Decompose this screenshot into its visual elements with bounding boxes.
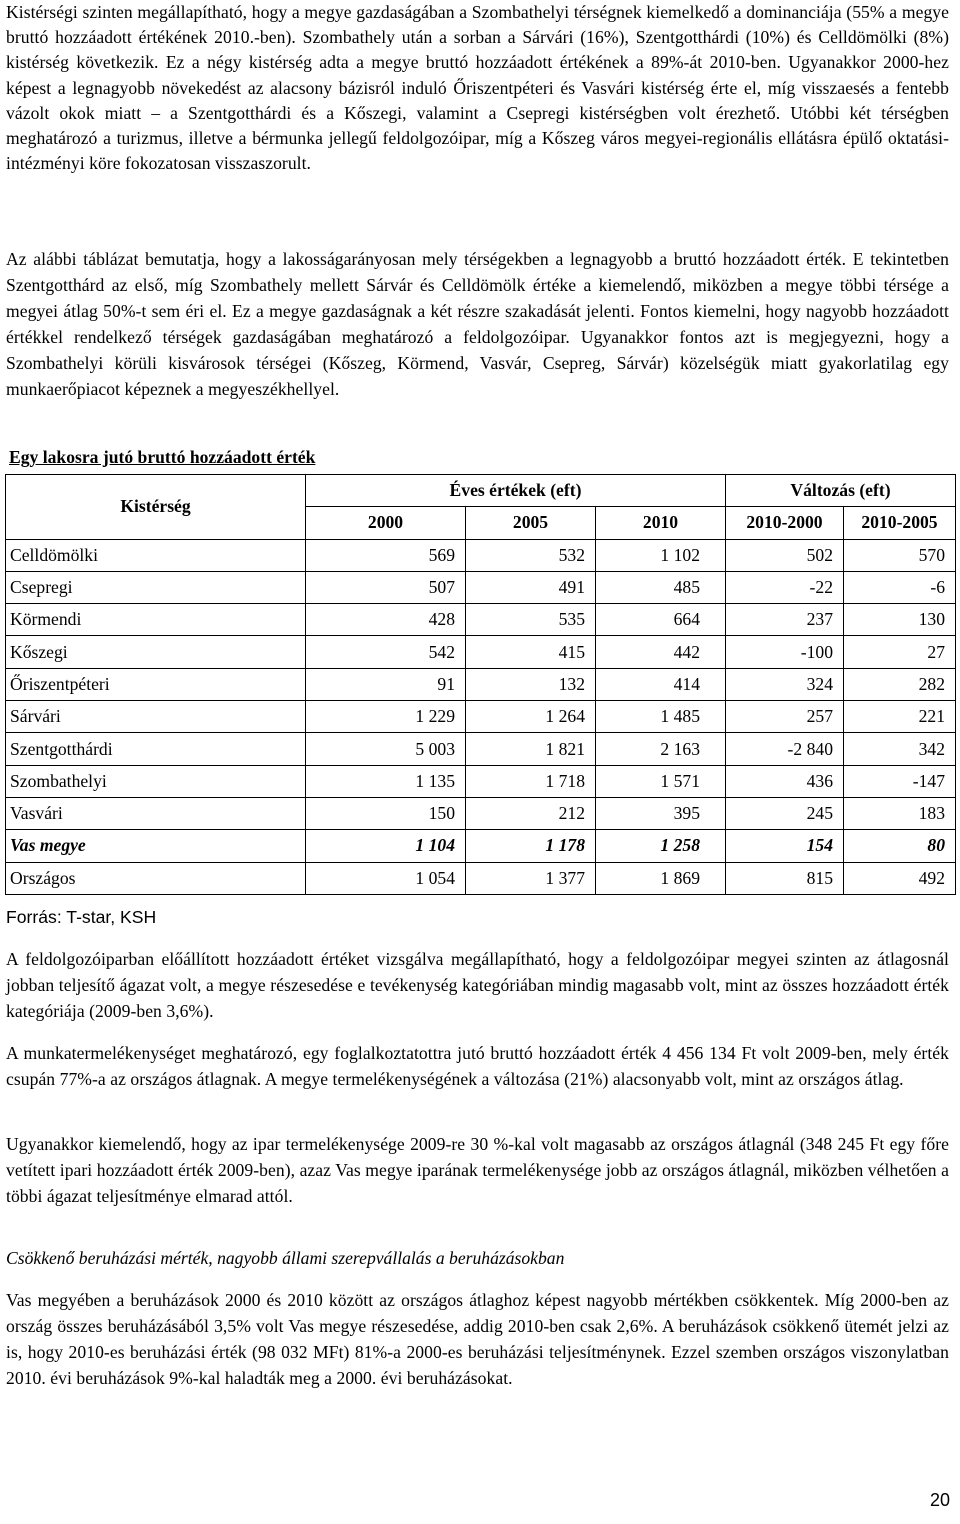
paragraph-regional-dominance: Kistérségi szinten megállapítható, hogy a megye gazdaságában a Szombathelyi térségnek kiemelkedő a dominanciája (55% a megye bruttó hozzáadott értékének 2010.-ben). Szombathely után a sorban a Sárvári (16%), Szentgotthárdi (10%) és Celldömölki (8%) kistérség következik. Ez a négy kistérség adta a megye bruttó hozzáadott értékének a 89%-át 2010-ben. Ugyanakkor 2000-hez képest a legnagyobb növekedést az alacsony bázisról induló Őriszentpéteri és Vasvári kistérség érte el, míg visszaesés a fentebb vázolt okok miatt – a Szentgotthárdi és a Kőszegi, valamint a Csepregi kistérségben volt érezhető. Utóbbi két térségben meghatározó a turizmus, illetve a bérmunka jellegű feldolgozóipar, míg a Kőszeg város megyei-regionális ellátásra épülő oktatási-intézményi köre fokozatosan visszaszorult. <box>6 2 949 174</box>
row-name: Csepregi <box>6 571 306 603</box>
cell-2000: 507 <box>306 571 466 603</box>
cell-2005: 1 377 <box>466 862 596 894</box>
table-row <box>6 701 956 733</box>
table-row <box>6 797 956 829</box>
cell-2010-2005: 570 <box>844 539 956 571</box>
table-row-county-total <box>6 830 956 862</box>
cell-2010-2000: -22 <box>726 571 844 603</box>
cell-2000: 1 229 <box>306 701 466 733</box>
row-name: Szentgotthárdi <box>6 733 306 765</box>
cell-2010: 485 <box>596 571 726 603</box>
cell-2010-2000: 502 <box>726 539 844 571</box>
table-header-row <box>6 475 956 507</box>
cell-2010: 664 <box>596 604 726 636</box>
cell-2010-2000: 154 <box>726 830 844 862</box>
cell-2010: 1 869 <box>596 862 726 894</box>
value-added-table <box>5 474 956 895</box>
cell-2010: 1 485 <box>596 701 726 733</box>
cell-2000: 542 <box>306 636 466 668</box>
cell-2010: 1 571 <box>596 765 726 797</box>
cell-2010-2005: 342 <box>844 733 956 765</box>
cell-2005: 535 <box>466 604 596 636</box>
subheader-2010-2000: 2010-2000 <box>726 507 844 539</box>
cell-2000: 91 <box>306 668 466 700</box>
cell-2005: 532 <box>466 539 596 571</box>
subheader-2005: 2005 <box>466 507 596 539</box>
cell-2010-2000: -100 <box>726 636 844 668</box>
header-kisterseg: Kistérség <box>6 475 306 540</box>
cell-2010-2005: -147 <box>844 765 956 797</box>
paragraph-investments: Vas megyében a beruházások 2000 és 2010 között az országos átlaghoz képest nagyobb mértékben csökkentek. Míg 2000-ben az ország összes beruházásából 3,5% volt Vas megye részesedése, addig 2010-ben csak 2,6%. A beruházások csökkenő ütemét jelzi az is, hogy 2010-es beruházási érték (98 032 MFt) 81%-a 2000-es beruházási teljesítménynek. Ezzel szemben országos viszonylatban 2010. évi beruházások 9%-kal haladták meg a 2000. évi beruházásokat. <box>6 1290 949 1388</box>
cell-2010: 1 102 <box>596 539 726 571</box>
cell-2010-2005: 130 <box>844 604 956 636</box>
table-row <box>6 604 956 636</box>
cell-2010-2005: 282 <box>844 668 956 700</box>
cell-2005: 132 <box>466 668 596 700</box>
cell-2010: 442 <box>596 636 726 668</box>
paragraph-industry-productivity: Ugyanakkor kiemelendő, hogy az ipar termelékenysége 2009-re 30 %-kal volt magasabb az országos átlagnál (348 245 Ft egy főre vetített ipari hozzáadott érték 2009-ben), azaz Vas megye iparának termelékenysége jobb az országos átlagnál, miközben vélhetően a többi ágazat teljesítménye elmarad attól. <box>6 1134 949 1206</box>
row-name: Vasvári <box>6 797 306 829</box>
cell-2000: 5 003 <box>306 733 466 765</box>
row-name: Celldömölki <box>6 539 306 571</box>
row-name: Körmendi <box>6 604 306 636</box>
cell-2010-2000: 237 <box>726 604 844 636</box>
table-row <box>6 571 956 603</box>
row-name: Sárvári <box>6 701 306 733</box>
paragraph-table-intro: Az alábbi táblázat bemutatja, hogy a lakosságarányosan mely térségekben a legnagyobb a bruttó hozzáadott érték. E tekintetben Szentgotthárd az első, míg Szombathely mellett Sárvár és Celldömölk értéke a kiemelendő, miközben a megye többi térsége a megyei átlag 50%-t sem éri el. Ez a megye gazdaságnak a két részre szakadását jelenti. Fontos kiemelni, hogy nagyobb hozzáadott értékkel rendelkező térségek gazdaságában meghatározó a feldolgozóipar. Ugyanakkor fontos azt is megjegyezni, hogy a Szombathelyi körüli kisvárosok térségei (Kőszeg, Körmend, Vasvár, Csepreg, Sárvár) közelségük miatt gyakorlatilag egy munkaerőpiacot képeznek a megyeszékhellyel. <box>6 249 949 399</box>
cell-2000: 150 <box>306 797 466 829</box>
cell-2010-2005: 221 <box>844 701 956 733</box>
cell-2000: 1 135 <box>306 765 466 797</box>
row-name: Szombathelyi <box>6 765 306 797</box>
table-source: Forrás: T-star, KSH <box>6 907 157 927</box>
table-row <box>6 636 956 668</box>
subheader-2000: 2000 <box>306 507 466 539</box>
table-row <box>6 765 956 797</box>
cell-2010-2000: 815 <box>726 862 844 894</box>
cell-2010: 395 <box>596 797 726 829</box>
cell-2010: 1 258 <box>596 830 726 862</box>
cell-2010-2005: -6 <box>844 571 956 603</box>
paragraph-productivity: A munkatermelékenységet meghatározó, egy foglalkoztatottra jutó bruttó hozzáadott érték 4 456 134 Ft volt 2009-ben, mely érték csupán 77%-a az országos átlagnak. A megye termelékenységének a változása (21%) alacsonyabb volt, mint az országos átlag. <box>6 1043 949 1089</box>
cell-2010-2005: 492 <box>844 862 956 894</box>
cell-2000: 1 104 <box>306 830 466 862</box>
paragraph-manufacturing: A feldolgozóiparban előállított hozzáadott értéket vizsgálva megállapítható, hogy a feldolgozóipar megyei szinten az átlagosnál jobban teljesítő ágazat volt, a megye részesedése e tevékenység kategóriában mindig magasabb volt, mint az összes hozzáadott érték kategóriája (2009-ben 3,6%). <box>6 949 949 1021</box>
cell-2010-2000: -2 840 <box>726 733 844 765</box>
cell-2010-2000: 245 <box>726 797 844 829</box>
cell-2000: 428 <box>306 604 466 636</box>
row-name: Kőszegi <box>6 636 306 668</box>
cell-2005: 212 <box>466 797 596 829</box>
table-caption: Egy lakosra jutó bruttó hozzáadott érték <box>9 447 316 467</box>
row-name: Őriszentpéteri <box>6 668 306 700</box>
header-valtozas: Változás (eft) <box>726 475 956 507</box>
cell-2010: 2 163 <box>596 733 726 765</box>
subheader-2010-2005: 2010-2005 <box>844 507 956 539</box>
cell-2005: 1 821 <box>466 733 596 765</box>
cell-2010-2005: 80 <box>844 830 956 862</box>
cell-2005: 1 264 <box>466 701 596 733</box>
table-row <box>6 668 956 700</box>
cell-2000: 1 054 <box>306 862 466 894</box>
header-eves-ertekek: Éves értékek (eft) <box>306 475 726 507</box>
cell-2005: 491 <box>466 571 596 603</box>
cell-2005: 1 718 <box>466 765 596 797</box>
subheader-2010: 2010 <box>596 507 726 539</box>
cell-2010-2005: 27 <box>844 636 956 668</box>
table-row <box>6 539 956 571</box>
table-row <box>6 733 956 765</box>
table-row-national <box>6 862 956 894</box>
cell-2010-2000: 436 <box>726 765 844 797</box>
cell-2010-2000: 324 <box>726 668 844 700</box>
cell-2010: 414 <box>596 668 726 700</box>
page-number: 20 <box>929 1490 950 1510</box>
row-name: Országos <box>6 862 306 894</box>
cell-2010-2005: 183 <box>844 797 956 829</box>
section-subtitle: Csökkenő beruházási mérték, nagyobb állami szerepvállalás a beruházásokban <box>6 1248 565 1268</box>
cell-2010-2000: 257 <box>726 701 844 733</box>
row-name: Vas megye <box>6 830 306 862</box>
cell-2000: 569 <box>306 539 466 571</box>
cell-2005: 1 178 <box>466 830 596 862</box>
cell-2005: 415 <box>466 636 596 668</box>
